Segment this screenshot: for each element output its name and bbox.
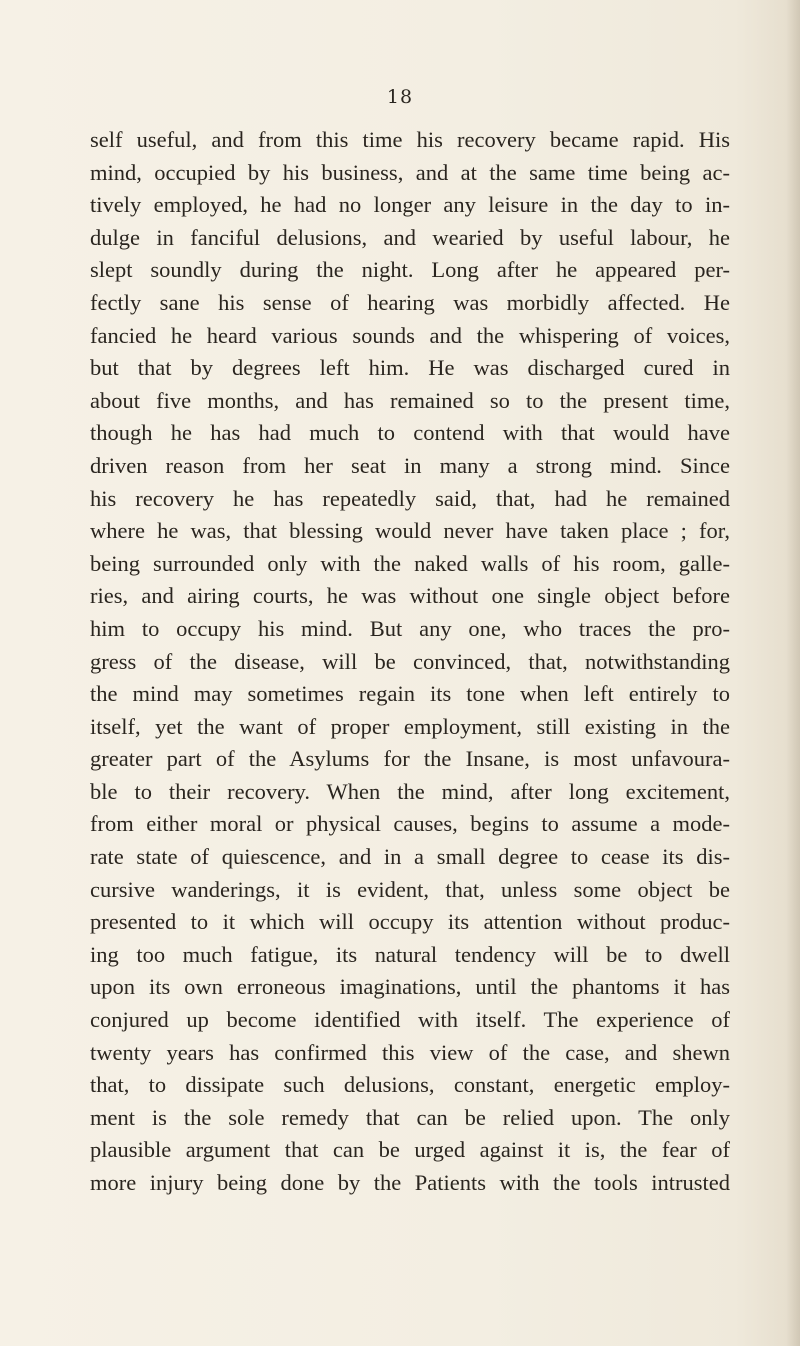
page-number: 18 bbox=[386, 86, 414, 108]
text-line: his recovery he has repeatedly said, that, had he remained bbox=[90, 485, 730, 511]
text-line: that, to dissipate such delusions, constant, energetic employ- bbox=[90, 1072, 730, 1098]
text-line: gress of the disease, will be convinced, that, notwithstanding bbox=[90, 648, 730, 674]
body-text bbox=[90, 124, 730, 1200]
page-edge-shadow bbox=[786, 0, 800, 1346]
text-line: about five months, and has remained so to the present time, bbox=[90, 387, 730, 413]
text-line: cursive wanderings, it is evident, that, unless some object be bbox=[90, 876, 730, 902]
text-line: fectly sane his sense of hearing was morbidly affected. He bbox=[90, 289, 730, 315]
text-line: being surrounded only with the naked walls of his room, galle- bbox=[90, 550, 730, 576]
text-line: the mind may sometimes regain its tone when left entirely to bbox=[90, 681, 730, 707]
text-line: him to occupy his mind. But any one, who traces the pro- bbox=[90, 615, 730, 641]
text-line: greater part of the Asylums for the Insane, is most unfavoura- bbox=[90, 746, 730, 772]
text-line: ries, and airing courts, he was without one single object before bbox=[90, 583, 730, 609]
text-line: ing too much fatigue, its natural tendency will be to dwell bbox=[90, 941, 730, 967]
text-line: twenty years has confirmed this view of the case, and shewn bbox=[90, 1039, 730, 1065]
text-line: rate state of quiescence, and in a small degree to cease its dis- bbox=[90, 844, 730, 870]
text-line: upon its own erroneous imaginations, until the phantoms it has bbox=[90, 974, 730, 1000]
text-line: where he was, that blessing would never have taken place ; for, bbox=[90, 518, 730, 544]
text-line: self useful, and from this time his recovery became rapid. His bbox=[90, 127, 730, 152]
text-line: though he has had much to contend with that would have bbox=[90, 420, 730, 446]
text-line: ment is the sole remedy that can be relied upon. The only bbox=[90, 1104, 730, 1130]
text-line: conjured up become identified with itself. The experience of bbox=[90, 1007, 730, 1033]
text-line: ble to their recovery. When the mind, after long excitement, bbox=[90, 778, 730, 804]
text-line: plausible argument that can be urged against it is, the fear of bbox=[90, 1137, 730, 1163]
text-line: driven reason from her seat in many a strong mind. Since bbox=[90, 452, 730, 478]
text-line: more injury being done by the Patients with the tools intrusted bbox=[90, 1170, 730, 1195]
text-line: slept soundly during the night. Long after he appeared per- bbox=[90, 257, 730, 283]
text-line: mind, occupied by his business, and at the same time being ac- bbox=[90, 159, 730, 185]
text-line: dulge in fanciful delusions, and wearied by useful labour, he bbox=[90, 224, 730, 250]
text-line: but that by degrees left him. He was discharged cured in bbox=[90, 355, 730, 381]
text-line: tively employed, he had no longer any leisure in the day to in- bbox=[90, 192, 730, 218]
text-line: from either moral or physical causes, begins to assume a mode- bbox=[90, 811, 730, 837]
text-line: itself, yet the want of proper employment, still existing in the bbox=[90, 713, 730, 739]
text-line: fancied he heard various sounds and the whispering of voices, bbox=[90, 322, 730, 348]
text-line: presented to it which will occupy its attention without produc- bbox=[90, 909, 730, 935]
